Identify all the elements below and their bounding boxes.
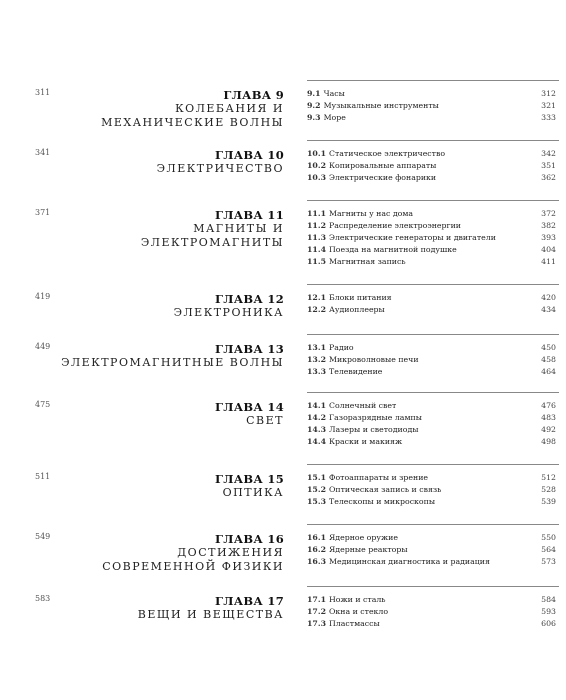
section-list <box>307 400 556 448</box>
chapter-name-line: ОПТИКА <box>222 486 284 499</box>
section-row <box>307 112 556 124</box>
section-page: 333 <box>541 113 556 122</box>
section-row <box>307 472 556 484</box>
section-title: Поезда на магнитной подушке <box>329 245 457 254</box>
section-row <box>307 354 556 366</box>
section-page: 539 <box>541 497 556 506</box>
section-page: 564 <box>541 545 556 554</box>
section-row <box>307 400 556 412</box>
section-number: 16.3 <box>307 557 326 566</box>
section-number: 16.2 <box>307 545 326 554</box>
section-title: Фотоаппараты и зрение <box>329 473 429 482</box>
chapter-label: ГЛАВА 14 <box>215 400 284 414</box>
chapter-label: ГЛАВА 13 <box>215 342 284 356</box>
section-number: 11.2 <box>307 221 326 230</box>
section-number: 16.1 <box>307 533 326 542</box>
section-title: Телевидение <box>329 367 383 376</box>
chapter-start-page: 341 <box>35 148 51 157</box>
section-row <box>307 532 556 544</box>
section-row <box>307 304 556 316</box>
section-page: 342 <box>541 149 556 158</box>
chapter-title <box>54 400 284 428</box>
chapter-label: ГЛАВА 9 <box>223 88 284 102</box>
section-number: 14.1 <box>307 401 326 410</box>
section-number: 10.3 <box>307 173 326 182</box>
section-number: 11.3 <box>307 233 326 242</box>
section-page: 411 <box>541 257 556 266</box>
chapter-divider <box>307 200 559 201</box>
section-page: 528 <box>541 485 556 494</box>
section-number: 14.3 <box>307 425 326 434</box>
section-page: 593 <box>541 607 556 616</box>
chapter-divider <box>307 334 559 335</box>
section-row <box>307 160 556 172</box>
chapter-title <box>54 594 284 622</box>
section-number: 13.3 <box>307 367 326 376</box>
chapter-divider <box>307 464 559 465</box>
section-title: Медицинская диагностика и радиация <box>329 557 490 566</box>
section-row <box>307 232 556 244</box>
section-row <box>307 594 556 606</box>
section-page: 458 <box>541 355 556 364</box>
section-list <box>307 532 556 568</box>
section-row <box>307 148 556 160</box>
section-number: 10.1 <box>307 149 326 158</box>
section-row <box>307 342 556 354</box>
section-number: 9.2 <box>307 101 321 110</box>
section-title: Часы <box>323 89 345 98</box>
chapter-title <box>54 208 284 250</box>
section-page: 420 <box>541 293 556 302</box>
section-number: 12.1 <box>307 293 326 302</box>
section-title: Море <box>323 113 346 122</box>
chapter-divider <box>307 140 559 141</box>
section-number: 11.1 <box>307 209 326 218</box>
chapter-title <box>54 292 284 320</box>
chapter-name-line: МАГНИТЫ И ЭЛЕКТРОМАГНИТЫ <box>140 222 284 249</box>
chapter-title <box>54 88 284 130</box>
section-title: Распределение электроэнергии <box>329 221 461 230</box>
section-title: Статическое электричество <box>329 149 446 158</box>
section-page: 550 <box>541 533 556 542</box>
section-page: 512 <box>541 473 556 482</box>
section-row <box>307 256 556 268</box>
section-row <box>307 412 556 424</box>
chapter-start-page: 583 <box>35 594 51 603</box>
chapter-start-page: 549 <box>35 532 51 541</box>
section-page: 483 <box>541 413 556 422</box>
section-title: Телескопы и микроскопы <box>329 497 436 506</box>
section-number: 11.4 <box>307 245 326 254</box>
section-number: 10.2 <box>307 161 326 170</box>
section-page: 372 <box>541 209 556 218</box>
chapter-name-line: ЭЛЕКТРОНИКА <box>173 306 284 319</box>
section-title: Ядерное оружие <box>329 533 398 542</box>
section-title: Окна и стекло <box>329 607 389 616</box>
section-title: Магнитная запись <box>329 257 406 266</box>
section-number: 15.2 <box>307 485 326 494</box>
section-page: 464 <box>541 367 556 376</box>
section-page: 393 <box>541 233 556 242</box>
section-row <box>307 436 556 448</box>
section-page: 351 <box>541 161 556 170</box>
chapter-title <box>54 342 284 370</box>
chapter-label: ГЛАВА 10 <box>215 148 284 162</box>
section-title: Копировальные аппараты <box>329 161 437 170</box>
section-title: Аудиоплееры <box>329 305 385 314</box>
section-row <box>307 424 556 436</box>
section-title: Солнечный свет <box>329 401 397 410</box>
section-page: 573 <box>541 557 556 566</box>
section-number: 15.1 <box>307 473 326 482</box>
chapter-divider <box>307 80 559 81</box>
section-number: 12.2 <box>307 305 326 314</box>
section-row <box>307 292 556 304</box>
chapter-start-page: 371 <box>35 208 51 217</box>
section-row <box>307 606 556 618</box>
section-title: Микроволновые печи <box>329 355 419 364</box>
section-title: Ядерные реакторы <box>329 545 408 554</box>
section-row <box>307 100 556 112</box>
section-page: 584 <box>541 595 556 604</box>
chapter-label: ГЛАВА 17 <box>215 594 284 608</box>
section-page: 606 <box>541 619 556 628</box>
section-title: Краски и макияж <box>329 437 403 446</box>
chapter-start-page: 449 <box>35 342 51 351</box>
chapter-start-page: 475 <box>35 400 51 409</box>
section-title: Ножи и сталь <box>329 595 386 604</box>
chapter-title <box>54 148 284 176</box>
chapter-title <box>54 532 284 574</box>
chapter-label: ГЛАВА 15 <box>215 472 284 486</box>
section-number: 17.1 <box>307 595 326 604</box>
chapter-divider <box>307 392 559 393</box>
chapter-label: ГЛАВА 16 <box>215 532 284 546</box>
section-row <box>307 208 556 220</box>
section-number: 9.3 <box>307 113 321 122</box>
section-row <box>307 172 556 184</box>
chapter-label: ГЛАВА 11 <box>215 208 284 222</box>
section-title: Блоки питания <box>329 293 392 302</box>
chapter-start-page: 419 <box>35 292 51 301</box>
section-row <box>307 88 556 100</box>
section-page: 450 <box>541 343 556 352</box>
section-title: Магниты у нас дома <box>329 209 414 218</box>
section-number: 17.3 <box>307 619 326 628</box>
section-title: Электрические фонарики <box>329 173 437 182</box>
chapter-divider <box>307 284 559 285</box>
section-list <box>307 208 556 268</box>
chapter-name-line: ЭЛЕКТРОМАГНИТНЫЕ ВОЛНЫ <box>61 356 284 369</box>
chapter-label: ГЛАВА 12 <box>215 292 284 306</box>
chapter-name-line: КОЛЕБАНИЯ И <box>175 102 284 115</box>
chapter-start-page: 311 <box>35 88 51 97</box>
section-row <box>307 618 556 630</box>
section-title: Пластмассы <box>329 619 380 628</box>
section-title: Радио <box>329 343 354 352</box>
chapter-name-line: ДОСТИЖЕНИЯ <box>177 546 284 559</box>
section-row <box>307 244 556 256</box>
section-title: Лазеры и светодиоды <box>329 425 419 434</box>
section-page: 498 <box>541 437 556 446</box>
section-list <box>307 594 556 630</box>
section-page: 404 <box>541 245 556 254</box>
section-page: 321 <box>541 101 556 110</box>
section-number: 17.2 <box>307 607 326 616</box>
chapter-divider <box>307 586 559 587</box>
chapter-name-line: СОВРЕМЕННОЙ ФИЗИКИ <box>102 560 284 573</box>
section-page: 362 <box>541 173 556 182</box>
section-list <box>307 88 556 124</box>
chapter-name-line: ВЕЩИ И ВЕЩЕСТВА <box>137 608 284 621</box>
section-list <box>307 148 556 184</box>
section-row <box>307 366 556 378</box>
section-row <box>307 484 556 496</box>
section-number: 13.2 <box>307 355 326 364</box>
section-page: 476 <box>541 401 556 410</box>
section-number: 15.3 <box>307 497 326 506</box>
section-list <box>307 342 556 378</box>
section-page: 312 <box>541 89 556 98</box>
section-row <box>307 544 556 556</box>
chapter-name-line: МЕХАНИЧЕСКИЕ ВОЛНЫ <box>101 116 284 129</box>
section-row <box>307 496 556 508</box>
section-title: Газоразрядные лампы <box>329 413 422 422</box>
section-list <box>307 472 556 508</box>
section-page: 492 <box>541 425 556 434</box>
chapter-start-page: 511 <box>35 472 51 481</box>
chapter-name-line: ЭЛЕКТРИЧЕСТВО <box>156 162 284 175</box>
section-number: 11.5 <box>307 257 326 266</box>
section-number: 9.1 <box>307 89 321 98</box>
section-page: 434 <box>541 305 556 314</box>
section-row <box>307 220 556 232</box>
section-page: 382 <box>541 221 556 230</box>
section-number: 13.1 <box>307 343 326 352</box>
chapter-title <box>54 472 284 500</box>
section-title: Электрические генераторы и двигатели <box>329 233 496 242</box>
section-title: Оптическая запись и связь <box>329 485 442 494</box>
chapter-divider <box>307 524 559 525</box>
section-number: 14.4 <box>307 437 326 446</box>
section-list <box>307 292 556 316</box>
chapter-name-line: СВЕТ <box>246 414 284 427</box>
section-title: Музыкальные инструменты <box>323 101 439 110</box>
section-number: 14.2 <box>307 413 326 422</box>
section-row <box>307 556 556 568</box>
